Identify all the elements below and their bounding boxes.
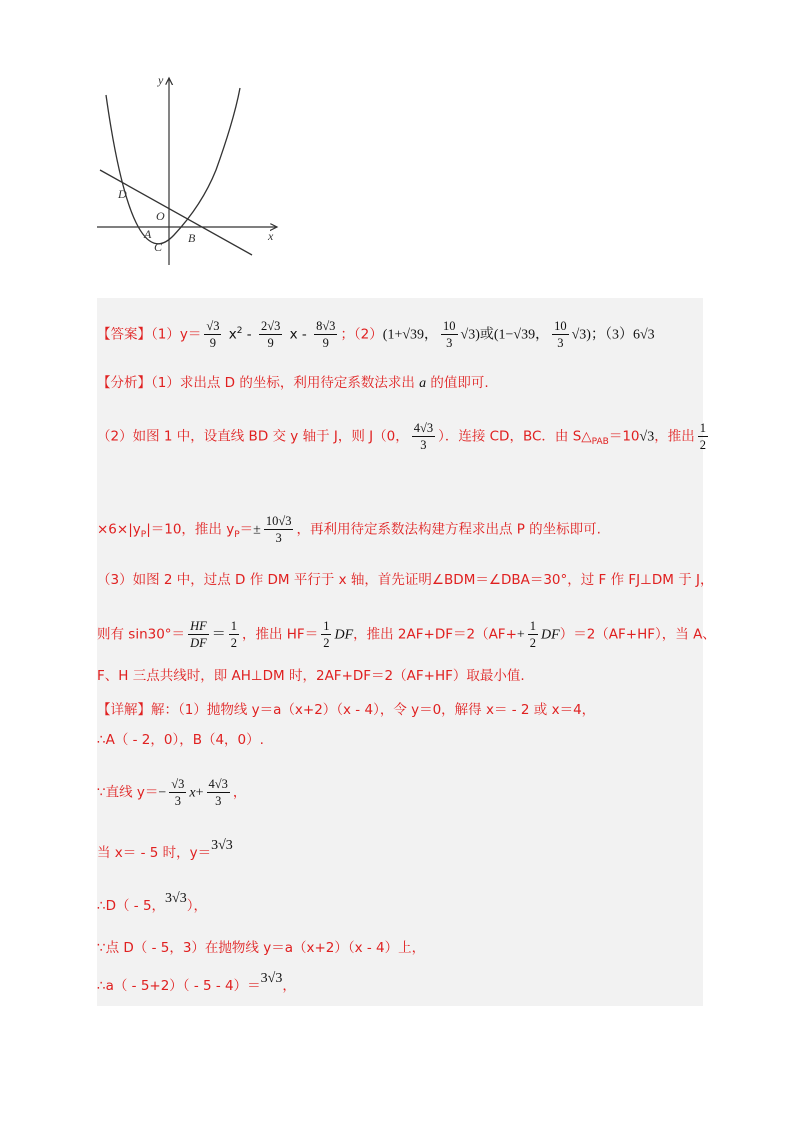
fraction: $\frac{10}{3}$ [554,319,567,350]
axis-label-y: y [158,73,164,87]
line-bd [100,170,252,255]
analysis-line-1: 【分析】（1）求出点 D 的坐标，利用待定系数法求出 a 的值即可. [97,375,489,391]
point-label-o: O [156,209,165,223]
fraction: $\frac{4√3}{3}$ [413,421,434,452]
detail-line-7: ∴a（ - 5+2）（ - 5 - 4）＝3√3， [97,971,296,994]
detail-line-6: ∵点 D（ - 5，3）在抛物线 y＝a（x+2）（x - 4）上， [97,940,426,956]
analysis-tag: 【分析】 [97,375,151,391]
detail-line-4: 当 x＝ - 5 时，y＝3√3 [97,838,233,861]
analysis-line-3: $\times 6\times|y_P|=10$，推出 $y_P=\pm$ $\frac{10√3}{3}$ ，再利用待定系数法构建方程求出点 P 的坐标即可. [97,514,601,545]
fraction: $\frac{1}{2}$ [323,619,330,650]
fraction: $\frac{10}{3}$ [443,319,456,350]
fraction: $\frac{8√3}{9}$ [316,319,336,350]
point-label-a: A [144,227,152,241]
detail-line-2: ∴A（ - 2，0），B（4，0）. [97,732,264,748]
analysis-line-5: 则有 sin30°＝ $\frac{HF}{DF}$ ＝ $\frac{1}{2}$ ，推出 HF＝ $\frac{1}{2}$ DF，推出 2AF+DF＝2（AF++ $\frac{1}{2}$ DF）＝2（AF+HF），当 A、 [97,619,716,650]
answer-line: 【答案】（1）y＝ $\frac{√3}{9}$ $x^2$ - $\frac{2√3}{9}$ x - $\frac{8√3}{9}$ ；（2）(1+√39， $\frac{10}{3}$ √3)或(1−√39， $\frac{10}{3}$ √3)；（3）6√3 [97,319,655,350]
solution-panel [97,298,716,1006]
point-label-c: C [154,240,163,254]
parabola-right-branch [187,90,240,236]
fraction: $\frac{1}{2}$ [529,619,537,650]
fraction: $\frac{HF}{DF}$ [190,619,207,650]
analysis-line-6: F、H 三点共线时，即 AH⊥DM 时，2AF+DF＝2（AF+HF）取最小值. [97,668,525,684]
fraction: $\frac{2√3}{9}$ [260,319,281,350]
axis-label-x: x [268,229,274,243]
point-label-b: B [188,231,196,245]
answer-tag: 【答案】 [97,326,151,343]
fraction: $\frac{√3}{9}$ [206,319,220,350]
fraction: $\frac{1}{2}$ [699,421,706,452]
analysis-line-2: （2）如图 1 中，设直线 BD 交 y 轴于 J，则 J（0， $\frac{4√3}{3}$ ）．连接 CD，BC．由 $S\triangle_{PAB}=10√3$，推出 $\frac{1}{2}$ [97,421,706,452]
fraction: $\frac{√3}{3}$ [171,777,185,808]
detail-line-1: 【详解】解：（1）抛物线 y＝a（x+2）（x - 4），令 y＝0，解得 x＝ - 2 或 x＝4， [97,702,596,718]
point-label-d: D [118,187,127,201]
fraction: $\frac{4√3}{3}$ [208,777,228,808]
analysis-line-4: （3）如图 2 中，过点 D 作 DM 平行于 x 轴，首先证明∠BDM＝∠DBA＝30°，过 F 作 FJ⊥DM 于 J， [97,572,714,588]
fraction: $\frac{1}{2}$ [230,619,237,650]
parabola-figure [92,70,282,270]
parabola-curve [106,88,240,244]
detail-line-3: ∵直线 y＝− $\frac{√3}{3}$ x+ $\frac{4√3}{3}$ ， [97,777,247,808]
fraction: $\frac{10√3}{3}$ [265,514,292,545]
detail-tag: 【详解】 [97,702,151,718]
detail-line-5: ∴D（ - 5，3√3）， [97,891,207,914]
